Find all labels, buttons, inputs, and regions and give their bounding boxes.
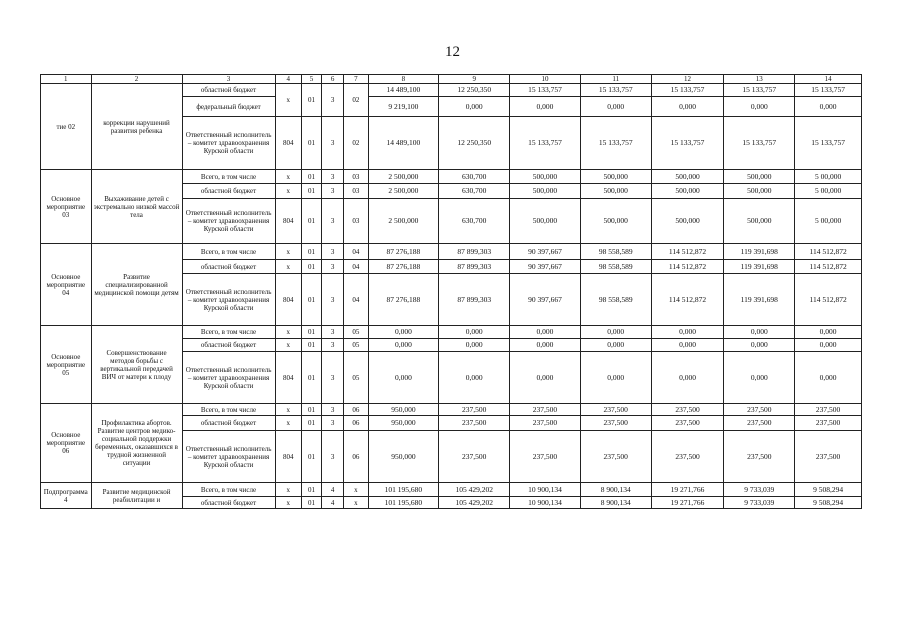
program-code-cell: тие 02	[41, 84, 92, 170]
csr-cell: 3	[322, 416, 344, 431]
amount-cell: 500,000	[580, 184, 651, 199]
amount-cell: 5 00,000	[795, 170, 862, 184]
rzpr-cell: 01	[301, 117, 321, 170]
amount-cell: 500,000	[510, 170, 581, 184]
funding-source-cell: федеральный бюджет	[182, 97, 275, 117]
amount-cell: 0,000	[724, 339, 795, 352]
amount-cell: 9 733,039	[724, 483, 795, 497]
amount-cell: 237,500	[795, 416, 862, 431]
vr-cell: 02	[344, 84, 368, 117]
amount-cell: 9 508,294	[795, 483, 862, 497]
amount-cell: 98 558,589	[580, 260, 651, 274]
column-header: 11	[580, 75, 651, 84]
amount-cell: 2 500,000	[368, 170, 439, 184]
amount-cell: 0,000	[795, 339, 862, 352]
amount-cell: 0,000	[510, 97, 581, 117]
amount-cell: 237,500	[510, 431, 581, 483]
vr-cell: 06	[344, 404, 368, 416]
amount-cell: 500,000	[510, 199, 581, 244]
funding-source-cell: Всего, в том числе	[182, 170, 275, 184]
table-row	[41, 244, 862, 260]
amount-cell: 630,700	[439, 184, 510, 199]
amount-cell: 0,000	[795, 326, 862, 339]
amount-cell: 8 900,134	[580, 497, 651, 509]
amount-cell: 9 219,100	[368, 97, 439, 117]
amount-cell: 114 512,872	[795, 244, 862, 260]
table-body	[41, 75, 862, 509]
amount-cell: 237,500	[795, 431, 862, 483]
amount-cell: 9 733,039	[724, 497, 795, 509]
grbs-cell: х	[275, 244, 301, 260]
program-code-cell: Основное мероприятие 05	[41, 326, 92, 404]
rzpr-cell: 01	[301, 199, 321, 244]
grbs-cell: х	[275, 497, 301, 509]
amount-cell: 19 271,766	[651, 483, 724, 497]
amount-cell: 119 391,698	[724, 260, 795, 274]
amount-cell: 15 133,757	[724, 117, 795, 170]
rzpr-cell: 01	[301, 184, 321, 199]
amount-cell: 0,000	[439, 339, 510, 352]
grbs-cell: х	[275, 339, 301, 352]
amount-cell: 114 512,872	[651, 260, 724, 274]
rzpr-cell: 01	[301, 326, 321, 339]
amount-cell: 0,000	[368, 326, 439, 339]
csr-cell: 3	[322, 274, 344, 326]
vr-cell: 03	[344, 199, 368, 244]
program-code-cell: Основное мероприятие 03	[41, 170, 92, 244]
header-row	[41, 75, 862, 84]
amount-cell: 0,000	[368, 352, 439, 404]
amount-cell: 5 00,000	[795, 184, 862, 199]
vr-cell: 02	[344, 117, 368, 170]
amount-cell: 0,000	[651, 97, 724, 117]
csr-cell: 3	[322, 117, 344, 170]
amount-cell: 87 899,303	[439, 244, 510, 260]
amount-cell: 0,000	[651, 339, 724, 352]
table-row	[41, 326, 862, 339]
column-header: 2	[91, 75, 182, 84]
column-header: 12	[651, 75, 724, 84]
amount-cell: 12 250,350	[439, 84, 510, 97]
csr-cell: 3	[322, 326, 344, 339]
page-number: 12	[445, 44, 460, 60]
funding-source-cell: Ответственный исполнитель – комитет здравоохранения Курской области	[182, 352, 275, 404]
amount-cell: 14 489,100	[368, 84, 439, 97]
funding-source-cell: Ответственный исполнитель – комитет здравоохранения Курской области	[182, 431, 275, 483]
amount-cell: 500,000	[580, 170, 651, 184]
csr-cell: 3	[322, 404, 344, 416]
vr-cell: х	[344, 497, 368, 509]
grbs-cell: 804	[275, 117, 301, 170]
amount-cell: 500,000	[651, 199, 724, 244]
csr-cell: 3	[322, 199, 344, 244]
amount-cell: 0,000	[580, 339, 651, 352]
program-name-cell: Развитие медицинской реабилитации и	[91, 483, 182, 509]
table-row	[41, 483, 862, 497]
amount-cell: 90 397,667	[510, 260, 581, 274]
amount-cell: 237,500	[439, 431, 510, 483]
amount-cell: 114 512,872	[651, 244, 724, 260]
rzpr-cell: 01	[301, 339, 321, 352]
amount-cell: 15 133,757	[795, 117, 862, 170]
csr-cell: 3	[322, 260, 344, 274]
amount-cell: 500,000	[724, 199, 795, 244]
amount-cell: 0,000	[439, 97, 510, 117]
amount-cell: 5 00,000	[795, 199, 862, 244]
column-header: 1	[41, 75, 92, 84]
amount-cell: 0,000	[724, 326, 795, 339]
amount-cell: 237,500	[510, 404, 581, 416]
grbs-cell: х	[275, 260, 301, 274]
amount-cell: 237,500	[580, 404, 651, 416]
vr-cell: 05	[344, 326, 368, 339]
funding-source-cell: областной бюджет	[182, 416, 275, 431]
amount-cell: 237,500	[724, 431, 795, 483]
amount-cell: 0,000	[795, 352, 862, 404]
amount-cell: 119 391,698	[724, 244, 795, 260]
grbs-cell: х	[275, 84, 301, 117]
grbs-cell: х	[275, 416, 301, 431]
csr-cell: 3	[322, 339, 344, 352]
grbs-cell: 804	[275, 274, 301, 326]
column-header: 9	[439, 75, 510, 84]
amount-cell: 0,000	[439, 352, 510, 404]
amount-cell: 237,500	[510, 416, 581, 431]
column-header: 4	[275, 75, 301, 84]
rzpr-cell: 01	[301, 483, 321, 497]
amount-cell: 10 900,134	[510, 497, 581, 509]
funding-source-cell: областной бюджет	[182, 184, 275, 199]
amount-cell: 98 558,589	[580, 244, 651, 260]
vr-cell: 03	[344, 184, 368, 199]
amount-cell: 105 429,202	[439, 483, 510, 497]
table-row	[41, 170, 862, 184]
amount-cell: 500,000	[724, 184, 795, 199]
amount-cell: 237,500	[439, 416, 510, 431]
amount-cell: 500,000	[651, 184, 724, 199]
amount-cell: 19 271,766	[651, 497, 724, 509]
vr-cell: 04	[344, 274, 368, 326]
amount-cell: 87 276,188	[368, 244, 439, 260]
amount-cell: 950,000	[368, 416, 439, 431]
amount-cell: 105 429,202	[439, 497, 510, 509]
rzpr-cell: 01	[301, 274, 321, 326]
amount-cell: 237,500	[651, 431, 724, 483]
amount-cell: 500,000	[580, 199, 651, 244]
amount-cell: 237,500	[580, 416, 651, 431]
budget-table	[40, 74, 862, 509]
funding-source-cell: Всего, в том числе	[182, 244, 275, 260]
amount-cell: 237,500	[795, 404, 862, 416]
table-row	[41, 84, 862, 97]
amount-cell: 87 276,188	[368, 274, 439, 326]
amount-cell: 15 133,757	[795, 84, 862, 97]
column-header: 6	[322, 75, 344, 84]
funding-source-cell: областной бюджет	[182, 260, 275, 274]
amount-cell: 101 195,680	[368, 483, 439, 497]
amount-cell: 0,000	[651, 326, 724, 339]
column-header: 13	[724, 75, 795, 84]
amount-cell: 950,000	[368, 404, 439, 416]
amount-cell: 15 133,757	[651, 84, 724, 97]
amount-cell: 0,000	[724, 352, 795, 404]
funding-source-cell: областной бюджет	[182, 497, 275, 509]
amount-cell: 237,500	[439, 404, 510, 416]
amount-cell: 2 500,000	[368, 184, 439, 199]
csr-cell: 3	[322, 184, 344, 199]
amount-cell: 15 133,757	[510, 117, 581, 170]
column-header: 3	[182, 75, 275, 84]
amount-cell: 0,000	[368, 339, 439, 352]
program-name-cell: Совершенствование методов борьбы с вертикальной передачей ВИЧ от матери к плоду	[91, 326, 182, 404]
amount-cell: 15 133,757	[651, 117, 724, 170]
amount-cell: 90 397,667	[510, 244, 581, 260]
amount-cell: 114 512,872	[651, 274, 724, 326]
amount-cell: 87 899,303	[439, 274, 510, 326]
funding-source-cell: Ответственный исполнитель – комитет здравоохранения Курской области	[182, 274, 275, 326]
amount-cell: 119 391,698	[724, 274, 795, 326]
rzpr-cell: 01	[301, 497, 321, 509]
amount-cell: 0,000	[510, 326, 581, 339]
amount-cell: 14 489,100	[368, 117, 439, 170]
amount-cell: 237,500	[724, 404, 795, 416]
amount-cell: 0,000	[439, 326, 510, 339]
program-code-cell: Основное мероприятие 04	[41, 244, 92, 326]
funding-source-cell: Всего, в том числе	[182, 483, 275, 497]
amount-cell: 15 133,757	[510, 84, 581, 97]
csr-cell: 3	[322, 431, 344, 483]
csr-cell: 3	[322, 244, 344, 260]
grbs-cell: х	[275, 326, 301, 339]
amount-cell: 0,000	[795, 97, 862, 117]
column-header: 14	[795, 75, 862, 84]
amount-cell: 101 195,680	[368, 497, 439, 509]
grbs-cell: 804	[275, 352, 301, 404]
amount-cell: 9 508,294	[795, 497, 862, 509]
amount-cell: 8 900,134	[580, 483, 651, 497]
funding-source-cell: областной бюджет	[182, 84, 275, 97]
amount-cell: 237,500	[651, 416, 724, 431]
amount-cell: 114 512,872	[795, 260, 862, 274]
amount-cell: 0,000	[580, 352, 651, 404]
column-header: 10	[510, 75, 581, 84]
program-name-cell: Выхаживание детей с экстремально низкой массой тела	[91, 170, 182, 244]
amount-cell: 237,500	[724, 416, 795, 431]
rzpr-cell: 01	[301, 84, 321, 117]
csr-cell: 3	[322, 352, 344, 404]
amount-cell: 0,000	[510, 352, 581, 404]
csr-cell: 4	[322, 483, 344, 497]
rzpr-cell: 01	[301, 404, 321, 416]
amount-cell: 90 397,667	[510, 274, 581, 326]
amount-cell: 0,000	[510, 339, 581, 352]
vr-cell: 06	[344, 416, 368, 431]
amount-cell: 87 899,303	[439, 260, 510, 274]
rzpr-cell: 01	[301, 260, 321, 274]
amount-cell: 0,000	[724, 97, 795, 117]
vr-cell: 03	[344, 170, 368, 184]
amount-cell: 2 500,000	[368, 199, 439, 244]
amount-cell: 87 276,188	[368, 260, 439, 274]
amount-cell: 630,700	[439, 170, 510, 184]
amount-cell: 500,000	[724, 170, 795, 184]
vr-cell: 04	[344, 244, 368, 260]
column-header: 7	[344, 75, 368, 84]
program-name-cell: коррекции нарушений развития ребенка	[91, 84, 182, 170]
vr-cell: х	[344, 483, 368, 497]
grbs-cell: х	[275, 184, 301, 199]
amount-cell: 12 250,350	[439, 117, 510, 170]
csr-cell: 3	[322, 170, 344, 184]
vr-cell: 04	[344, 260, 368, 274]
grbs-cell: х	[275, 170, 301, 184]
grbs-cell: 804	[275, 431, 301, 483]
amount-cell: 237,500	[651, 404, 724, 416]
amount-cell: 10 900,134	[510, 483, 581, 497]
grbs-cell: х	[275, 483, 301, 497]
rzpr-cell: 01	[301, 352, 321, 404]
amount-cell: 500,000	[510, 184, 581, 199]
vr-cell: 05	[344, 352, 368, 404]
rzpr-cell: 01	[301, 244, 321, 260]
amount-cell: 237,500	[580, 431, 651, 483]
amount-cell: 950,000	[368, 431, 439, 483]
amount-cell: 630,700	[439, 199, 510, 244]
csr-cell: 4	[322, 497, 344, 509]
column-header: 5	[301, 75, 321, 84]
grbs-cell: х	[275, 404, 301, 416]
amount-cell: 15 133,757	[580, 117, 651, 170]
program-code-cell: Основное мероприятие 06	[41, 404, 92, 483]
program-name-cell: Профилактика абортов. Развитие центров медико-социальной поддержки беременных, оказавшихся в трудной жизненной ситуации	[91, 404, 182, 483]
table-row	[41, 404, 862, 416]
funding-source-cell: Всего, в том числе	[182, 404, 275, 416]
column-header: 8	[368, 75, 439, 84]
funding-source-cell: Ответственный исполнитель – комитет здравоохранения Курской области	[182, 199, 275, 244]
amount-cell: 0,000	[580, 326, 651, 339]
amount-cell: 500,000	[651, 170, 724, 184]
funding-source-cell: Ответственный исполнитель – комитет здравоохранения Курской области	[182, 117, 275, 170]
vr-cell: 05	[344, 339, 368, 352]
vr-cell: 06	[344, 431, 368, 483]
csr-cell: 3	[322, 84, 344, 117]
grbs-cell: 804	[275, 199, 301, 244]
rzpr-cell: 01	[301, 170, 321, 184]
amount-cell: 0,000	[580, 97, 651, 117]
program-name-cell: Развитие специализированной медицинской помощи детям	[91, 244, 182, 326]
amount-cell: 114 512,872	[795, 274, 862, 326]
amount-cell: 15 133,757	[724, 84, 795, 97]
funding-source-cell: областной бюджет	[182, 339, 275, 352]
funding-source-cell: Всего, в том числе	[182, 326, 275, 339]
program-code-cell: Подпрограмма 4	[41, 483, 92, 509]
amount-cell: 0,000	[651, 352, 724, 404]
amount-cell: 15 133,757	[580, 84, 651, 97]
rzpr-cell: 01	[301, 431, 321, 483]
rzpr-cell: 01	[301, 416, 321, 431]
amount-cell: 98 558,589	[580, 274, 651, 326]
